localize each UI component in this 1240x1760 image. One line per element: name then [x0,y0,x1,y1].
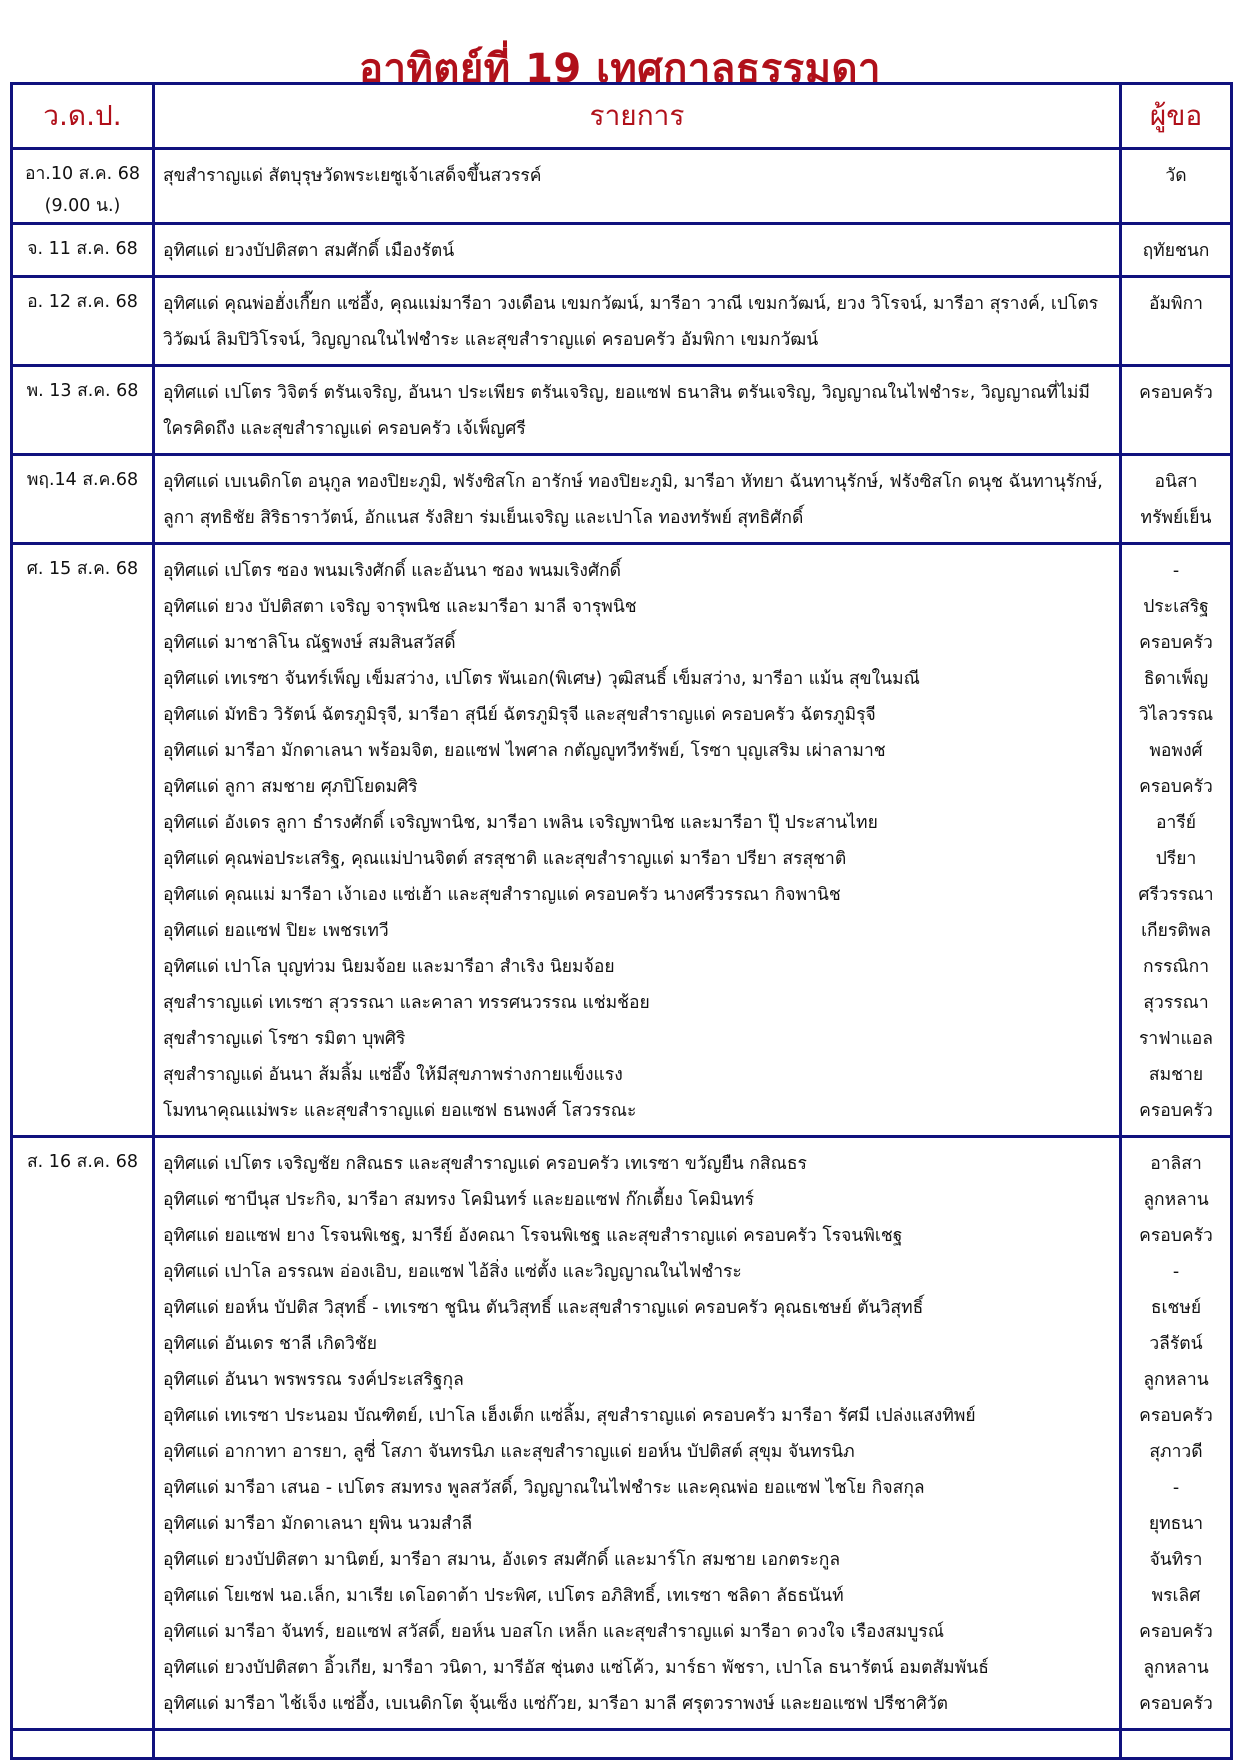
requester-name: อนิสา [1154,472,1198,492]
items-cell [154,455,1121,544]
intention-item: อุทิศแด่ ยวงบัปติสตา มานิตย์, มารีอา สมาน, อังเดร สมศักดิ์ และมาร์โก สมชาย เอกตระกูล [163,1550,841,1570]
requester-name: ฤทัยชนก [1142,241,1210,261]
header-requester: ผู้ขอ [1121,84,1232,149]
intention-item: อุทิศแด่ เทเรซา จันทร์เพ็ญ เข็มสว่าง, เปโตร พันเอก(พิเศษ) วุฒิสนธิ์ เข็มสว่าง, มารีอา แม้น สุขในมณี [163,669,920,689]
header-date: ว.ด.ป. [12,84,154,149]
intention-item: อุทิศแด่ เปโตร วิจิตร์ ตรันเจริญ, อันนา ประเพียร ตรันเจริญ, ยอแซฟ ธนาสิน ตรันเจริญ, วิญญาณในไฟชำระ, วิญญาณที่ไม่มีใครคิดถึง และสุขสำราญแด่ ครอบครัว เจ้เพ็ญศรี [163,383,1090,439]
requester-name: สุวรรณา [1143,993,1209,1013]
requester-name: ครอบครัว [1139,1622,1213,1642]
date-text: ศ. 15 ส.ค. 68 [26,559,139,579]
intention-item: อุทิศแด่ มารีอา มักดาเลนา พร้อมจิต, ยอแซฟ ไพศาล กตัญญูทวีทรัพย์, โรซา บุญเสริม เผ่าลามาช [163,741,886,761]
requester-cell [1121,149,1232,224]
date-text: ส. 16 ส.ค. 68 [27,1152,138,1172]
intention-item: อุทิศแด่ ซาบีนุส ประกิจ, มารีอา สมทรง โคมินทร์ และยอแซฟ ก๊กเตี้ยง โคมินทร์ [163,1190,755,1210]
table-body [12,149,1232,1759]
requester-name: - [1172,561,1180,581]
requester-name: พอพงศ์ [1149,741,1203,761]
empty-row [12,1730,1232,1759]
items-cell [154,224,1121,277]
requester-name: ครอบครัว [1139,383,1213,403]
requester-name: ลูกหลาน [1143,1190,1209,1210]
requester-cell [1121,224,1232,277]
requester-name: ธิดาเพ็ญ [1143,669,1209,689]
intention-item: อุทิศแด่ อันเดร ชาลี เกิดวิชัย [163,1334,378,1354]
intention-item: อุทิศแด่ มัทธิว วิรัตน์ ฉัตรภูมิรุจี, มารีอา สุนีย์ ฉัตรภูมิรุจี และสุขสำราญแด่ ครอบครัว ฉัตรภูมิรุจี [163,705,876,725]
date-cell [12,224,154,277]
table-row [12,544,1232,1137]
requester-name: ครอบครัว [1139,1101,1213,1121]
intention-item: อุทิศแด่ คุณแม่ มารีอา เง้าเอง แซ่เฮ้า และสุขสำราญแด่ ครอบครัว นางศรีวรรณา กิจพานิช [163,885,841,905]
intention-item: อุทิศแด่ ลูกา สมชาย ศุภปิโยดมศิริ [163,777,418,797]
date-text: พ. 13 ส.ค. 68 [26,381,139,401]
intention-item: อุทิศแด่ มารีอา เสนอ - เปโตร สมทรง พูลสวัสดิ์, วิญญาณในไฟชำระ และคุณพ่อ ยอแซฟ ไชโย กิจสกุล [163,1478,925,1498]
intention-item: อุทิศแด่ คุณพ่อฮั่งเกี๊ยก แซ่อึ้ง, คุณแม่มารีอา วงเดือน เขมกวัฒน์, มารีอา วาณี เขมกวัฒน์, ยวง วิโรจน์, มารีอา สุรางค์, เปโตร วิวัฒน์ ลิมปิวิโรจน์, วิญญาณในไฟชำระ และสุขสำราญแด่ ครอบครัว อัมพิกา เขมกวัฒน์ [163,294,1099,350]
intention-item: อุทิศแด่ เปาโล อรรณพ อ่องเอิบ, ยอแซฟ ไอ้สิ่ง แซ่ตั้ง และวิญญาณในไฟชำระ [163,1262,742,1282]
requester-name: พรเลิศ [1151,1586,1201,1606]
table-row [12,455,1232,544]
table-row [12,277,1232,366]
page-title: อาทิตย์ที่ 19 เทศกาลธรรมดา [359,46,881,92]
requester-name: วลีรัตน์ [1149,1334,1203,1354]
requester-name: ทรัพย์เย็น [1140,508,1212,528]
requester-name: ครอบครัว [1139,777,1213,797]
empty-cell [1121,1730,1232,1759]
requester-cell [1121,277,1232,366]
header-row [12,84,1232,149]
requester-name: ลูกหลาน [1143,1658,1209,1678]
intention-item: อุทิศแด่ คุณพ่อประเสริฐ, คุณแม่ปานจิตต์ สรสุชาติ และสุขสำราญแด่ มารีอา ปรียา สรสุชาติ [163,849,847,869]
requester-name: ธเชษย์ [1150,1298,1202,1318]
requester-name: ลูกหลาน [1143,1370,1209,1390]
requester-cell [1121,1137,1232,1730]
requester-name: วิไลวรรณ [1138,705,1214,725]
intention-item: อุทิศแด่ ยอห์น บัปติส วิสุทธิ์ - เทเรซา ชูนิน ตันวิสุทธิ์ และสุขสำราญแด่ ครอบครัว คุณธเชษย์ ตันวิสุทธิ์ [163,1298,924,1318]
intention-item: อุทิศแด่ เปาโล บุญท่วม นิยมจ้อย และมารีอา สำเริง นิยมจ้อย [163,957,615,977]
requester-cell [1121,455,1232,544]
date-text: อ. 12 ส.ค. 68 [27,292,138,312]
requester-name: - [1172,1478,1180,1498]
intention-item: อุทิศแด่ มารีอา ไช้เจ็ง แซ่อึ้ง, เบเนดิกโต จุ้นเซ็ง แซ่ก๊วย, มารีอา มาลี ศรุตวราพงษ์ และยอแซฟ ปรีชาศิวัต [163,1694,949,1714]
requester-name: กรรณิกา [1142,957,1210,977]
intention-item: อุทิศแด่ อากาทา อารยา, ลูซี่ โสภา จันทรนิภ และสุขสำราญแด่ ยอห์น บัปติสต์ สุขุม จันทรนิภ [163,1442,855,1462]
date-cell [12,455,154,544]
intention-item: อุทิศแด่ เทเรซา ประนอม บัณฑิตย์, เปาโล เฮ็งเต็ก แซ่ลิ้ม, สุขสำราญแด่ ครอบครัว มารีอา รัศมี เปล่งแสงทิพย์ [163,1406,976,1426]
intention-item: สุขสำราญแด่ สัตบุรุษวัดพระเยซูเจ้าเสด็จขึ้นสวรรค์ [163,166,542,186]
intention-item: อุทิศแด่ มารีอา มักดาเลนา ยุพิน นวมสำลี [163,1514,473,1534]
requester-name: อาลิสา [1150,1154,1202,1174]
date-cell [12,1137,154,1730]
intention-item: สุขสำราญแด่ อันนา ส้มลิ้ม แซ่อึ๊ง ให้มีสุขภาพร่างกายแข็งแรง [163,1065,623,1085]
date-cell [12,277,154,366]
intention-item: อุทิศแด่ ยวง บัปติสตา เจริญ จารุพนิช และมารีอา มาลี จารุพนิช [163,597,637,617]
intention-item: อุทิศแด่ ยวงบัปติสตา อิ้วเกีย, มารีอา วนิดา, มารีอัส ชุ่นตง แซ่โค้ว, มาร์ธา พัชรา, เปาโล ธนารัตน์ อมตสัมพันธ์ [163,1658,989,1678]
date-text: จ. 11 ส.ค. 68 [27,239,138,259]
table-row [12,224,1232,277]
requester-name: ราฟาแอล [1139,1029,1213,1049]
requester-name: ศรีวรรณา [1138,885,1214,905]
requester-name: ครอบครัว [1139,633,1213,653]
intention-item: อุทิศแด่ เปโตร ซอง พนมเริงศักดิ์ และอันนา ซอง พนมเริงศักดิ์ [163,561,622,581]
requester-name: สุภาวดี [1149,1442,1203,1462]
intention-item: อุทิศแด่ มารีอา จันทร์, ยอแซฟ สวัสดิ์, ยอห์น บอสโก เหล็ก และสุขสำราญแด่ มารีอา ดวงใจ เรืองสมบูรณ์ [163,1622,944,1642]
requester-name: วัด [1165,166,1187,186]
requester-cell [1121,366,1232,455]
empty-cell [154,1730,1121,1759]
requester-name: ครอบครัว [1139,1694,1213,1714]
intention-item: อุทิศแด่ มาชาลิโน ณัฐพงษ์ สมสินสวัสดิ์ [163,633,456,653]
intention-item: อุทิศแด่ อังเดร ลูกา ธำรงศักดิ์ เจริญพานิช, มารีอา เพลิน เจริญพานิช และมารีอา ปุ๊ ประสานไทย [163,813,878,833]
intention-item: อุทิศแด่ ยวงบัปติสตา สมศักดิ์ เมืองรัตน์ [163,241,455,261]
header-items: รายการ [154,84,1121,149]
table-row [12,1137,1232,1730]
intention-item: อุทิศแด่ เปโตร เจริญชัย กสิณธร และสุขสำราญแด่ ครอบครัว เทเรซา ขวัญยืน กสิณธร [163,1154,807,1174]
items-cell [154,366,1121,455]
requester-name: ประเสริฐ [1143,597,1209,617]
requester-name: ยุทธนา [1148,1514,1204,1534]
intention-item: อุทิศแด่ เบเนดิกโต อนุกูล ทองปิยะภูมิ, ฟรังซิสโก อารักษ์ ทองปิยะภูมิ, มารีอา หัทยา ฉันทานุรักษ์, ฟรังซิสโก ดนุช ฉันทานุรักษ์, ลูกา สุทธิชัย สิริธาราวัตน์, อักแนส รังสิยา ร่มเย็นเจริญ และเปาโล ทองทรัพย์ สุทธิศักดิ์ [163,472,1103,528]
date-cell [12,149,154,224]
intention-item: อุทิศแด่ ยอแซฟ ปิยะ เพชรเทวี [163,921,389,941]
requester-name: จันทิรา [1149,1550,1203,1570]
requester-name: สมชาย [1148,1065,1204,1085]
table-row [12,149,1232,224]
date-text: (9.00 น.) [44,196,121,216]
requester-cell [1121,544,1232,1137]
requester-name: เกียรติพล [1141,921,1211,941]
intention-item: สุขสำราญแด่ เทเรซา สุวรรณา และคาลา ทรรศนวรรณ แช่มช้อย [163,993,650,1013]
items-cell [154,277,1121,366]
intention-item: สุขสำราญแด่ โรซา รมิตา บุพศิริ [163,1029,406,1049]
items-cell [154,544,1121,1137]
requester-name: ปรียา [1155,849,1197,869]
requester-name: - [1172,1262,1180,1282]
intention-item: อุทิศแด่ อันนา พรพรรณ รงค์ประเสริฐกุล [163,1370,464,1390]
mass-intention-table [10,82,1233,1760]
date-text: พฤ.14 ส.ค.68 [26,470,139,490]
date-cell [12,366,154,455]
requester-name: ครอบครัว [1139,1406,1213,1426]
intention-item: โมทนาคุณแม่พระ และสุขสำราญแด่ ยอแซฟ ธนพงศ์ โสวรรณะ [163,1101,637,1121]
intention-item: อุทิศแด่ โยเซฟ นอ.เล็ก, มาเรีย เดโอดาต้า ประพิศ, เปโตร อภิสิทธิ์, เทเรซา ชลิดา ลัธธนันท์ [163,1586,844,1606]
date-text: อา.10 ส.ค. 68 [24,164,141,184]
table-row [12,366,1232,455]
requester-name: ครอบครัว [1139,1226,1213,1246]
requester-name: อัมพิกา [1148,294,1203,314]
items-cell [154,1137,1121,1730]
intention-item: อุทิศแด่ ยอแซฟ ยาง โรจนพิเชฐ, มารีย์ อังคณา โรจนพิเชฐ และสุขสำราญแด่ ครอบครัว โรจนพิเชฐ [163,1226,903,1246]
requester-name: อารีย์ [1156,813,1196,833]
items-cell [154,149,1121,224]
date-cell [12,544,154,1137]
empty-cell [12,1730,154,1759]
